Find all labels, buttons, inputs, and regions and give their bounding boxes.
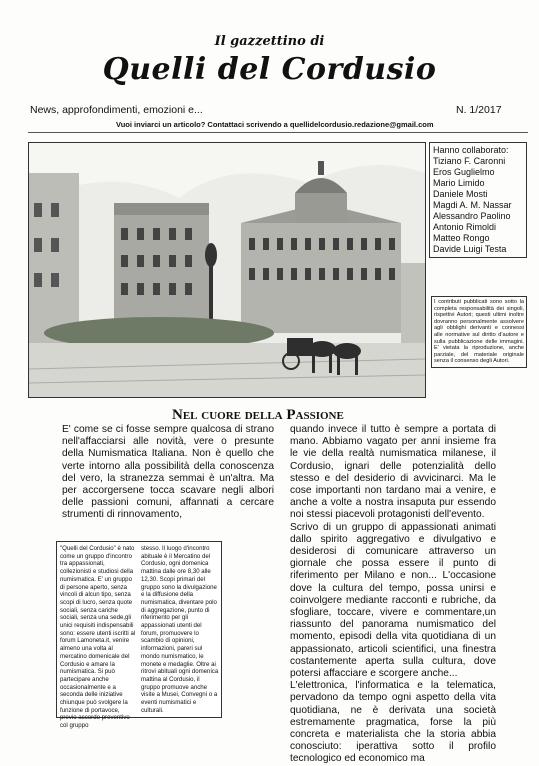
group-info-text: stesso. Il luogo d'incontro abituale è il Mercatino del Cordusio, ogni domenica mattina dalle ore 8,30 alle 12,30. Scopi primari del gruppo sono la divulgazione e la diffusione della numismatica, diventare polo di aggregazione, punto di riferimento per gli appassionati utenti del forum, promuovere lo scambio di opinioni, informazioni, pareri sul mondo numismatico, le monete e medaglie. Oltre ai ritrovi abituali ogni domenica mattina al Cordusio, il gruppo promuove anche visite a Musei, Convegni o a eventi numismatici e culturali. xyxy=(141,545,219,714)
collaborator-name: Alessandro Paolino xyxy=(433,211,511,221)
group-info-column-2 xyxy=(141,545,219,714)
collaborator-name: Matteo Rongo xyxy=(433,233,490,243)
article-column-2 xyxy=(290,424,496,766)
article-paragraph: Scrivo di un gruppo di appassionati animati dallo spirito aggregativo e divulgativo e desiderosi di comunicare attraverso un giornale che possa essere il punto di riferimento per Milano e non... L'occasione dove la cultura del tempo, possa unirsi e coinvolgere mediante racconti e rubriche, da sfogliare, toccare, vivere e commentare,un riassunto del panorama numismatico del momento, episodi della vita quotidiana di un appassionato, articoli scientifici, una finestra costantemente aperta sulla cultura, dove potersi affacciare e scorgere anche... xyxy=(290,521,496,680)
article-paragraph: E' come se ci fosse sempre qualcosa di strano nell'affacciarsi alle novità, vere o presunte della Numismatica Italiana. Non è quello che verte intorno alla possibilità della conoscenza del vero, la stranezza semmai è un'altra. Ma per accorgersene tocca scavare negli albori delle passioni comuni, affannati a cercare strumenti di rinnovamento, xyxy=(62,424,274,521)
collaborator-name: Magdi A. M. Nassar xyxy=(433,200,512,210)
masthead-small-title: Il gazzettino di xyxy=(214,34,325,49)
article-paragraph: quando invece il tutto è sempre a portata di mano. Abbiamo vagato per anni insieme fra le vie della realtà numismatica milanese, il Cordusio, ignari delle potenzialità dello stesso e del desiderio di avvicinarci. Ma le cose importanti non tardano mai a venire, e anche a volte a nostra insaputa pur essendo noi stessi piacevoli protagonisti dell'evento. xyxy=(290,424,496,521)
group-info-box xyxy=(56,541,222,730)
collaborator-name: Antonio Rimoldi xyxy=(433,222,497,232)
article-paragraph: L'elettronica, l'informatica e la telematica, pervadono da tempo ogni aspetto della vita quotidiana, ne è derivata una società estremamente pragmatica, forse la più concreta e materialista che la storia abbia conosciuto: iperattiva sotto il profilo tecnologico ed economico ma xyxy=(290,680,496,765)
masthead-title: Quelli del Cordusio xyxy=(102,52,437,87)
collaborators-heading: Hanno collaborato: xyxy=(433,145,509,155)
issue-number: N. 1/2017 xyxy=(456,104,502,116)
group-info-text: "Quelli del Cordusio" è nato come un gruppo d'incontro tra appassionati, collezionisti e studiosi della numismatica. E' un gruppo di persone aperto, senza vincoli di alcun tipo, senza scopi di lucro, senza quote sociali, senza cariche sociali, senza una sede,gli unici requisiti indispensabili sono: essere utenti iscritti al forum Lamoneta.it, venire almeno una volta al mercatino domenicale del Cordusio e amare la numismatica. Si può partecipare anche occasionalmente e a seconda delle iniziative chiunque può svolgere la funzione di portavoce, previo accordo preventivo col gruppo xyxy=(60,545,136,730)
group-info-column-1 xyxy=(60,545,136,730)
copyright-notice: I contributi pubblicati sono sotto la completa responsabilità dei singoli, rispettivi Autori; questi ultimi inoltre dovranno personalmente assolvere agli obblighi derivanti e connessi alle normative sul diritto d'autore e sulla pubblicazione delle immagini. E' vietata la riproduzione, anche parziale, del materiale originale senza il consenso degli Autori. xyxy=(431,296,527,368)
header-divider xyxy=(28,132,528,133)
article-column-1 xyxy=(62,424,274,522)
collaborator-name: Eros Guglielmo xyxy=(433,167,495,177)
article-title: Nel cuore della Passione xyxy=(172,407,344,423)
collaborator-name: Davide Luigi Testa xyxy=(433,244,507,254)
collaborators-box xyxy=(429,142,527,258)
collaborator-name: Mario Limido xyxy=(433,178,485,188)
collaborator-name: Daniele Mosti xyxy=(433,189,488,199)
collaborator-name: Tiziano F. Caronni xyxy=(433,156,506,166)
cordusio-engraving xyxy=(28,142,426,398)
tagline: News, approfondimenti, emozioni e... xyxy=(30,104,203,116)
contact-line: Vuoi inviarci un articolo? Contattaci scrivendo a quellidelcordusio.redazione@gmail.com xyxy=(116,120,434,129)
